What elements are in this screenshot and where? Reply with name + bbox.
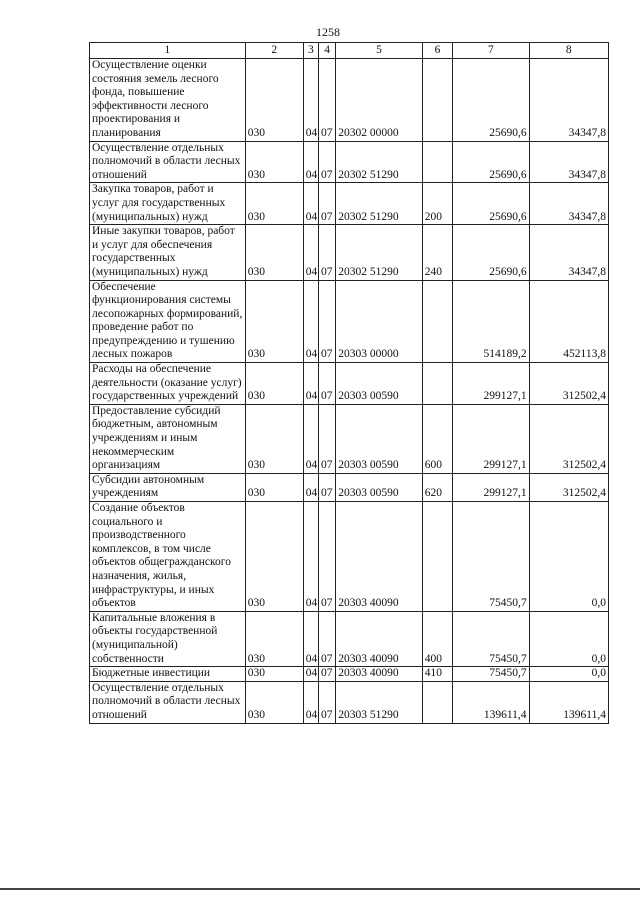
expense-type-cell	[422, 141, 453, 183]
table-header-row	[90, 43, 609, 59]
section-code-cell: 04	[303, 225, 318, 280]
target-article-cell: 20303 00590	[336, 473, 423, 501]
section-code-cell: 04	[303, 183, 318, 225]
column-header: 5	[336, 43, 423, 59]
subsection-code-cell: 07	[318, 183, 335, 225]
target-article-cell: 20302 51290	[336, 225, 423, 280]
subsection-code-cell: 07	[318, 681, 335, 723]
section-code-cell: 04	[303, 502, 318, 612]
amount-year1-cell: 75450,7	[453, 611, 529, 666]
admin-code-cell: 030	[245, 183, 303, 225]
expense-type-cell	[422, 59, 453, 142]
admin-code-cell: 030	[245, 502, 303, 612]
amount-year2-cell: 139611,4	[529, 681, 608, 723]
admin-code-cell: 030	[245, 59, 303, 142]
table-row	[90, 183, 609, 225]
admin-code-cell: 030	[245, 404, 303, 473]
subsection-code-cell: 07	[318, 473, 335, 501]
expense-type-cell	[422, 363, 453, 405]
table-row	[90, 473, 609, 501]
amount-year1-cell: 139611,4	[453, 681, 529, 723]
row-name-cell: Осуществление отдельных полномочий в области лесных отношений	[90, 141, 246, 183]
target-article-cell: 20302 51290	[336, 141, 423, 183]
column-header: 7	[453, 43, 529, 59]
amount-year2-cell: 312502,4	[529, 404, 608, 473]
table-row	[90, 611, 609, 666]
amount-year1-cell: 299127,1	[453, 363, 529, 405]
expense-type-cell: 200	[422, 183, 453, 225]
row-name-cell: Предоставление субсидий бюджетным, автономным учреждениям и иным некоммерческим организациям	[90, 404, 246, 473]
target-article-cell: 20303 40090	[336, 667, 423, 682]
column-header: 1	[90, 43, 246, 59]
amount-year2-cell: 0,0	[529, 502, 608, 612]
amount-year1-cell: 25690,6	[453, 59, 529, 142]
section-code-cell: 04	[303, 363, 318, 405]
admin-code-cell: 030	[245, 667, 303, 682]
table-row	[90, 681, 609, 723]
amount-year2-cell: 34347,8	[529, 141, 608, 183]
expense-type-cell: 400	[422, 611, 453, 666]
expense-type-cell	[422, 502, 453, 612]
row-name-cell: Осуществление оценки состояния земель лесного фонда, повышение эффективности лесного проектирования и планирования	[90, 59, 246, 142]
admin-code-cell: 030	[245, 280, 303, 363]
row-name-cell: Капитальные вложения в объекты государственной (муниципальной) собственности	[90, 611, 246, 666]
column-header: 8	[529, 43, 608, 59]
target-article-cell: 20302 51290	[336, 183, 423, 225]
column-header: 3	[303, 43, 318, 59]
subsection-code-cell: 07	[318, 363, 335, 405]
amount-year2-cell: 312502,4	[529, 363, 608, 405]
subsection-code-cell: 07	[318, 404, 335, 473]
section-code-cell: 04	[303, 681, 318, 723]
amount-year1-cell: 75450,7	[453, 667, 529, 682]
table-row	[90, 59, 609, 142]
section-code-cell: 04	[303, 59, 318, 142]
expense-type-cell: 240	[422, 225, 453, 280]
row-name-cell: Создание объектов социального и производственного комплексов, в том числе объектов общегражданского назначения, жилья, инфраструктуры, и иных объектов	[90, 502, 246, 612]
column-header: 6	[422, 43, 453, 59]
section-code-cell: 04	[303, 280, 318, 363]
expense-type-cell	[422, 681, 453, 723]
expense-type-cell: 600	[422, 404, 453, 473]
scan-edge-line	[0, 888, 640, 890]
expense-type-cell	[422, 280, 453, 363]
admin-code-cell: 030	[245, 363, 303, 405]
budget-table	[89, 42, 609, 724]
target-article-cell: 20302 00000	[336, 59, 423, 142]
amount-year2-cell: 34347,8	[529, 59, 608, 142]
admin-code-cell: 030	[245, 611, 303, 666]
target-article-cell: 20303 00590	[336, 404, 423, 473]
admin-code-cell: 030	[245, 681, 303, 723]
target-article-cell: 20303 00000	[336, 280, 423, 363]
column-header: 4	[318, 43, 335, 59]
row-name-cell: Обеспечение функционирования системы лесопожарных формирований, проведение работ по предупреждению и тушению лесных пожаров	[90, 280, 246, 363]
amount-year2-cell: 0,0	[529, 611, 608, 666]
table-row	[90, 363, 609, 405]
target-article-cell: 20303 40090	[336, 611, 423, 666]
expense-type-cell: 410	[422, 667, 453, 682]
target-article-cell: 20303 51290	[336, 681, 423, 723]
row-name-cell: Субсидии автономным учреждениям	[90, 473, 246, 501]
subsection-code-cell: 07	[318, 611, 335, 666]
section-code-cell: 04	[303, 404, 318, 473]
subsection-code-cell: 07	[318, 667, 335, 682]
column-header: 2	[245, 43, 303, 59]
expense-type-cell: 620	[422, 473, 453, 501]
page-number: 1258	[316, 25, 340, 39]
section-code-cell: 04	[303, 473, 318, 501]
admin-code-cell: 030	[245, 473, 303, 501]
amount-year2-cell: 0,0	[529, 667, 608, 682]
admin-code-cell: 030	[245, 225, 303, 280]
target-article-cell: 20303 40090	[336, 502, 423, 612]
table-body	[90, 59, 609, 724]
section-code-cell: 04	[303, 611, 318, 666]
subsection-code-cell: 07	[318, 280, 335, 363]
section-code-cell: 04	[303, 667, 318, 682]
amount-year1-cell: 75450,7	[453, 502, 529, 612]
row-name-cell: Иные закупки товаров, работ и услуг для обеспечения государственных (муниципальных) нужд	[90, 225, 246, 280]
row-name-cell: Бюджетные инвестиции	[90, 667, 246, 682]
row-name-cell: Осуществление отдельных полномочий в области лесных отношений	[90, 681, 246, 723]
admin-code-cell: 030	[245, 141, 303, 183]
amount-year2-cell: 34347,8	[529, 225, 608, 280]
subsection-code-cell: 07	[318, 225, 335, 280]
section-code-cell: 04	[303, 141, 318, 183]
amount-year2-cell: 312502,4	[529, 473, 608, 501]
subsection-code-cell: 07	[318, 59, 335, 142]
table-row	[90, 225, 609, 280]
table-row	[90, 280, 609, 363]
table-row	[90, 141, 609, 183]
amount-year1-cell: 25690,6	[453, 141, 529, 183]
amount-year2-cell: 34347,8	[529, 183, 608, 225]
table-row	[90, 502, 609, 612]
table-row	[90, 667, 609, 682]
row-name-cell: Расходы на обеспечение деятельности (оказание услуг) государственных учреждений	[90, 363, 246, 405]
amount-year1-cell: 514189,2	[453, 280, 529, 363]
amount-year1-cell: 25690,6	[453, 225, 529, 280]
amount-year1-cell: 299127,1	[453, 473, 529, 501]
subsection-code-cell: 07	[318, 502, 335, 612]
amount-year2-cell: 452113,8	[529, 280, 608, 363]
target-article-cell: 20303 00590	[336, 363, 423, 405]
subsection-code-cell: 07	[318, 141, 335, 183]
amount-year1-cell: 299127,1	[453, 404, 529, 473]
table-row	[90, 404, 609, 473]
row-name-cell: Закупка товаров, работ и услуг для государственных (муниципальных) нужд	[90, 183, 246, 225]
amount-year1-cell: 25690,6	[453, 183, 529, 225]
